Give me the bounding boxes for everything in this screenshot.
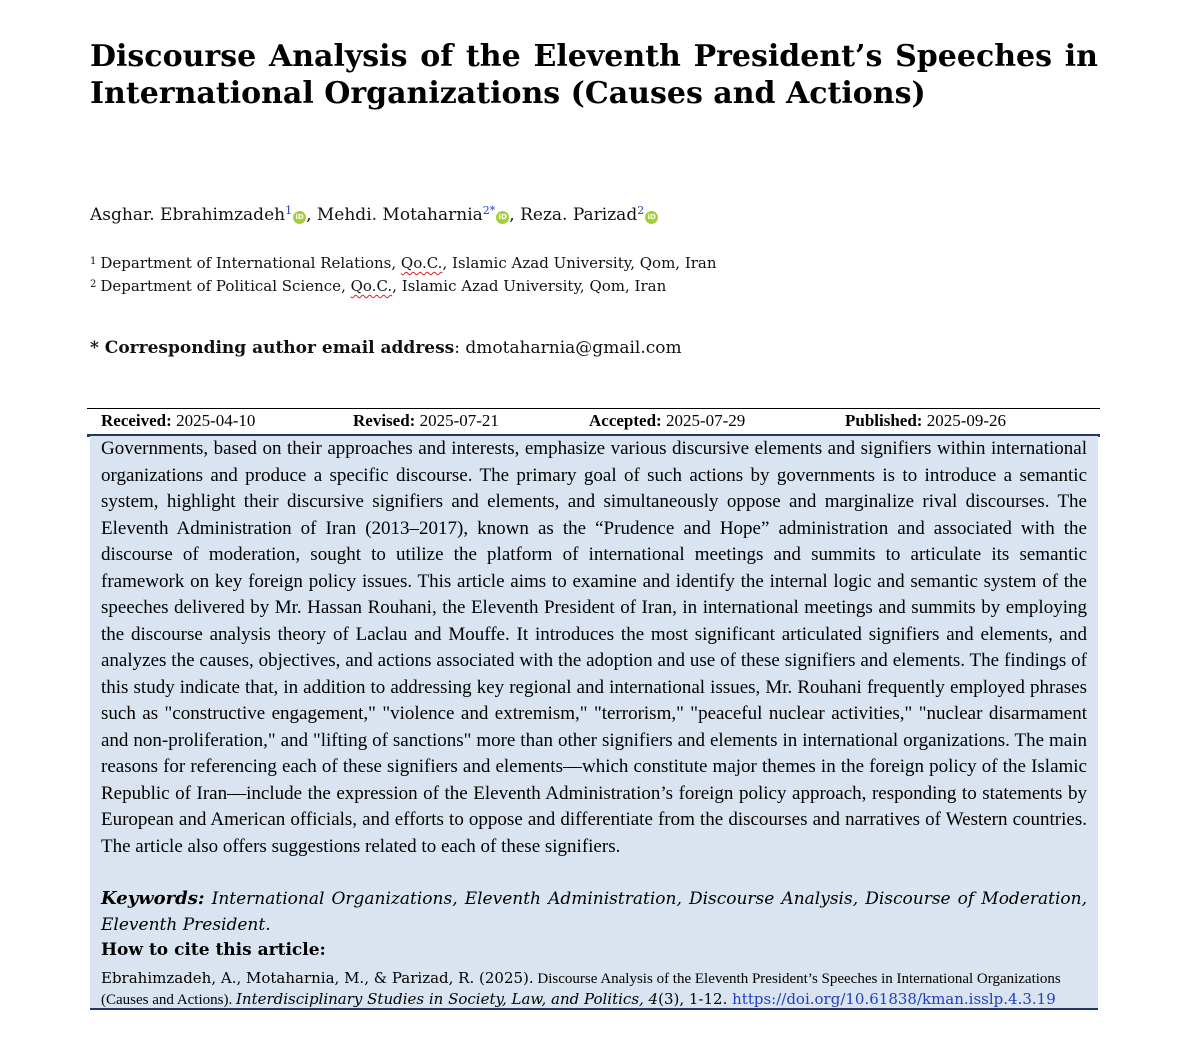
citation-title: Discourse Analysis of the Eleventh President’s Speeches in International Organizations (Causes and Actions). [101,971,1061,1008]
affiliation-item [90,251,717,274]
affiliation-list [90,251,717,297]
keywords [101,886,1087,938]
corresponding-label: * Corresponding author email address [90,338,455,358]
article-title: Discourse Analysis of the Eleventh President’s Speeches in International Organizations (Causes and Actions) [90,39,1098,111]
abstract-text: Governments, based on their approaches and interests, emphasize various discursive elements and signifiers within international organizations and produce a specific discourse. The primary goal of such actions by governments is to introduce a semantic system, highlight their discursive signifiers and elements, and simultaneously oppose and marginalize rival discourses. The Eleventh Administration of Iran (2013–2017), known as the “Prudence and Hope” administration and associated with the discourse of moderation, sought to utilize the platform of international meetings and summits to articulate its semantic framework on key foreign policy issues. This article aims to examine and identify the internal logic and semantic system of the speeches delivered by Mr. Hassan Rouhani, the Eleventh President of Iran, in international meetings and summits by employing the discourse analysis theory of Laclau and Mouffe. It introduces the most significant articulated signifiers and elements, and analyzes the causes, objectives, and actions associated with the adoption and use of these signifiers and elements. The findings of this study indicate that, in addition to addressing key regional and international issues, Mr. Rouhani frequently employed phrases such as "constructive engagement," "violence and extremism," "terrorism," "peaceful nuclear activities," "nuclear disarmament and non-proliferation," and "lifting of sanctions" more than other signifiers and elements in international organizations. The main reasons for referencing each of these signifiers and elements—which constitute major themes in the foreign policy of the Islamic Republic of Iran—include the expression of the Eleventh Administration’s foreign policy approach, responding to statements by European and American officials, and efforts to oppose and differentiate from the discourses and narratives of Western countries. The article also offers suggestions related to each of these signifiers. [101,438,1087,857]
orcid-icon[interactable]: iD [496,211,509,224]
affiliation-campus: Qo.C. [350,277,393,295]
affiliation-text: , Islamic Azad University, Qom, Iran [392,277,667,295]
affiliation-text: Department of Political Science, [100,277,351,295]
received-date [101,411,255,431]
keywords-value: International Organizations, Eleventh Administration, Discourse Analysis, Discourse of Moderation, Eleventh President. [101,889,1087,935]
author-affiliation-mark: 1 [285,204,293,217]
received-value: 2025-04-10 [176,411,256,430]
revised-label: Revised: [353,411,416,430]
citation-doi-link[interactable]: https://doi.org/10.61838/kman.isslp.4.3.19 [732,990,1056,1008]
author-list: Asghar. Ebrahimzadeh$^1$ iD , Mehdi. Motaharnia$^{2*}$ iD , Reza. Parizad$^2$ iD [90,204,658,225]
affiliation-text: , Islamic Azad University, Qom, Iran [442,254,717,272]
article-dates-bar [87,408,1100,437]
author-name: Asghar. Ebrahimzadeh [90,205,286,225]
published-value: 2025-09-26 [926,411,1007,430]
corresponding-author: * Corresponding author email address: dmotaharnia@gmail.com [90,338,682,358]
published-date [845,411,1006,431]
citation [101,968,1087,1010]
received-label: Received: [101,411,172,430]
citation-journal: Interdisciplinary Studies in Society, Law, and Politics, 4 [235,990,659,1008]
affiliation-number: 1 [90,256,97,267]
keywords-label: Keywords: [101,888,205,909]
orcid-icon[interactable]: iD [293,211,306,224]
revised-date [353,411,499,431]
affiliation-number: 2 [90,279,97,290]
affiliation-item [90,274,717,297]
abstract-box [90,436,1098,1010]
cite-heading: How to cite this article: [101,940,326,960]
author-name: Mehdi. Motaharnia [316,205,483,225]
author-affiliation-mark: 2 [637,204,645,217]
affiliation-campus: Qo.C. [400,254,443,272]
affiliation-text: Department of International Relations, [100,254,401,272]
corresponding-email[interactable]: dmotaharnia@gmail.com [465,338,682,358]
citation-issue-pages: (3), 1-12. [658,990,733,1008]
orcid-icon[interactable]: iD [645,211,658,224]
accepted-date [589,411,745,431]
revised-value: 2025-07-21 [419,411,499,430]
accepted-value: 2025-07-29 [665,411,746,430]
accepted-label: Accepted: [589,411,662,430]
author-affiliation-mark: 2* [482,204,496,217]
published-label: Published: [845,411,923,430]
author-name: Reza. Parizad [520,205,638,225]
citation-authors: Ebrahimzadeh, A., Motaharnia, M., & Parizad, R. (2025). [101,969,534,987]
